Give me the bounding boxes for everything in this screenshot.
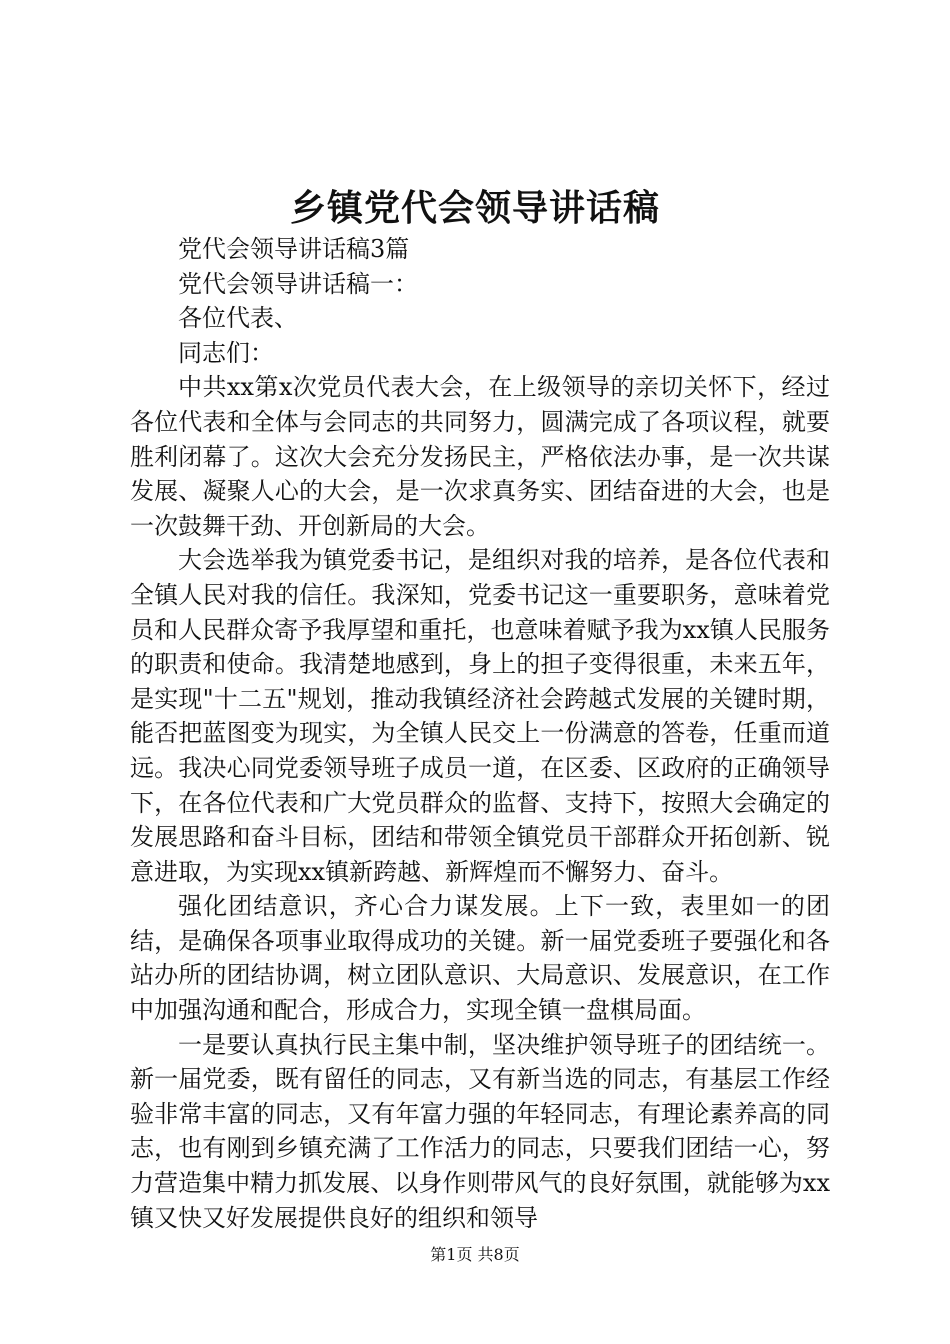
document-body — [130, 232, 830, 1235]
paragraph: 一是要认真执行民主集中制，坚决维护领导班子的团结统一。新一届党委，既有留任的同志，又有新当选的同志，有基层工作经验非常丰富的同志，又有年富力强的年轻同志，有理论素养高的同志，也有刚到乡镇充满了工作活力的同志，只要我们团结一心，努力营造集中精力抓发展、以身作则带风气的良好氛围，就能够为xx镇又快又好发展提供良好的组织和领导 — [130, 1030, 830, 1232]
paragraph: 强化团结意识，齐心合力谋发展。上下一致，表里如一的团结，是确保各项事业取得成功的关键。新一届党委班子要强化和各站办所的团结协调，树立团队意识、大局意识、发展意识，在工作中加强沟通和配合，形成合力，实现全镇一盘棋局面。 — [130, 892, 830, 1025]
paragraph: 党代会领导讲话稿一： — [178, 269, 418, 298]
document-title: 乡镇党代会领导讲话稿 — [289, 187, 660, 229]
paragraph: 大会选举我为镇党委书记，是组织对我的培养，是各位代表和全镇人民对我的信任。我深知，党委书记这一重要职务，意味着党员和人民群众寄予我厚望和重托，也意味着赋予我为xx镇人民服务的职责和使命。我清楚地感到，身上的担子变得很重，未来五年，是实现"十二五"规划，推动我镇经济社会跨越式发展的关键时期，能否把蓝图变为现实，为全镇人民交上一份满意的答卷，任重而道远。我决心同党委领导班子成员一道，在区委、区政府的正确领导下，在各位代表和广大党员群众的监督、支持下，按照大会确定的发展思路和奋斗目标，团结和带领全镇党员干部群众开拓创新、锐意进取，为实现xx镇新跨越、新辉煌而不懈努力、奋斗。 — [130, 546, 830, 886]
paragraph: 党代会领导讲话稿3篇 — [178, 235, 410, 263]
page-number-footer: 第1页 共8页 — [430, 1245, 520, 1264]
paragraph: 中共xx第x次党员代表大会，在上级领导的亲切关怀下，经过各位代表和全体与会同志的共同努力，圆满完成了各项议程，就要胜利闭幕了。这次大会充分发扬民主，严格依法办事，是一次共谋发展、凝聚人心的大会，是一次求真务实、团结奋进的大会，也是一次鼓舞干劲、开创新局的大会。 — [130, 373, 830, 540]
paragraph: 各位代表、 — [178, 304, 298, 333]
paragraph: 同志们： — [178, 338, 274, 367]
